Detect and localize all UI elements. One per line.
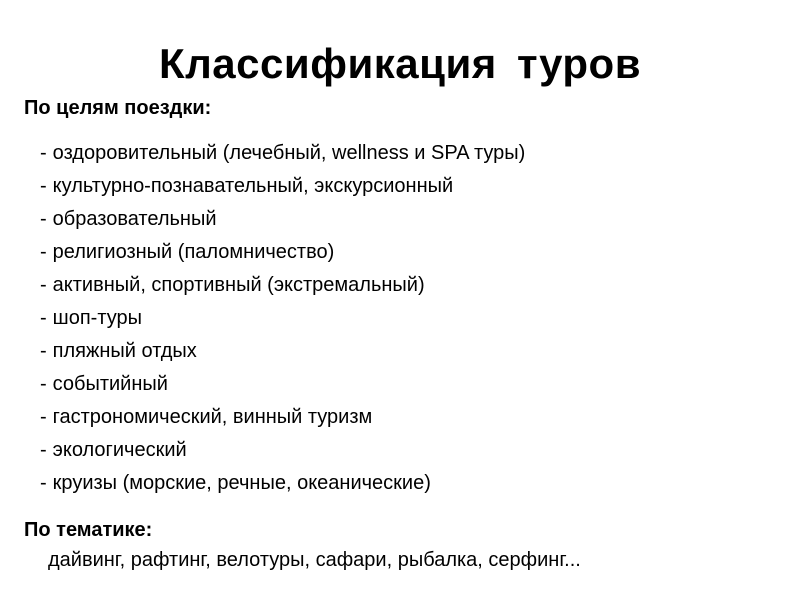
list-item [40,371,525,404]
list-item [40,338,525,371]
list-item-text: пляжный отдых [52,340,197,362]
slide-title: Классификация туров [158,40,642,87]
list-item [40,272,525,305]
list-item [40,140,525,173]
list-dash: - [40,340,47,362]
list-dash: - [40,274,47,296]
list-dash: - [40,439,47,461]
list-item [40,404,525,437]
goals-list [40,140,525,503]
list-item-text: оздоровительный (лечебный, wellness и SPA туры) [52,142,526,164]
list-item [40,437,525,470]
list-item [40,305,525,338]
list-item-text: событийный [52,373,168,395]
list-dash: - [40,208,47,230]
list-item-text: круизы (морские, речные, океанические) [52,472,431,494]
list-dash: - [40,472,47,494]
list-item-text: образовательный [52,208,217,230]
list-item-text: активный, спортивный (экстремальный) [52,274,425,296]
list-item-text: гастрономический, винный туризм [52,406,373,428]
list-dash: - [40,406,47,428]
list-dash: - [40,142,47,164]
list-dash: - [40,307,47,329]
list-dash: - [40,241,47,263]
list-dash: - [40,175,47,197]
themes-text: дайвинг, рафтинг, велотуры, сафари, рыбалка, серфинг... [48,549,581,571]
list-dash: - [40,373,47,395]
list-item-text: шоп-туры [52,307,142,329]
goals-heading: По целям поездки: [24,97,212,119]
list-item [40,206,525,239]
list-item [40,470,525,503]
list-item [40,173,525,206]
list-item [40,239,525,272]
list-item-text: религиозный (паломничество) [52,241,335,263]
list-item-text: экологический [52,439,187,461]
list-item-text: культурно-познавательный, экскурсионный [52,175,454,197]
themes-heading: По тематике: [24,519,153,541]
